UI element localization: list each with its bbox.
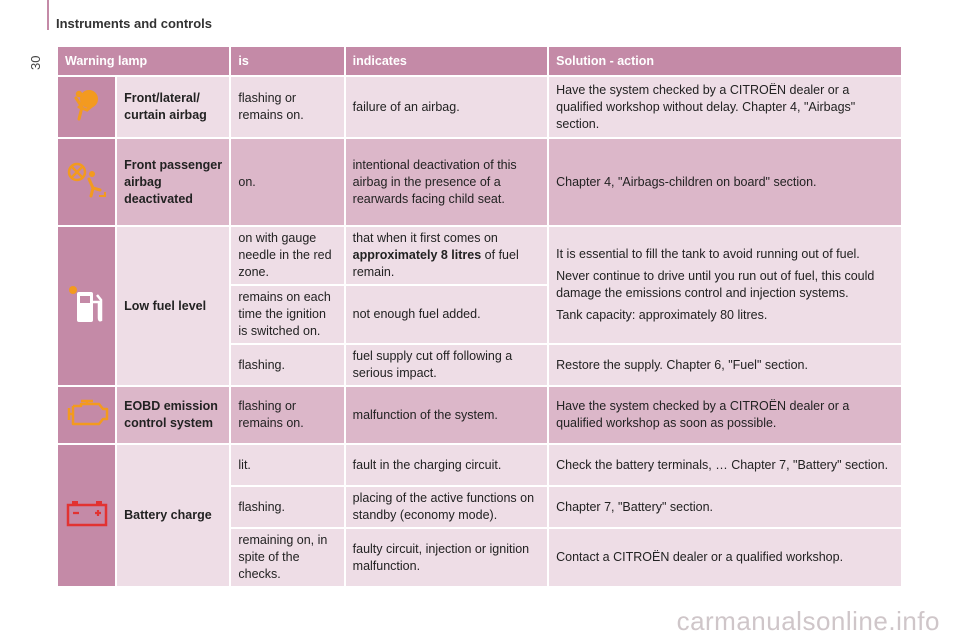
battery-icon-cell — [58, 445, 115, 586]
fuel-solution-line-1: It is essential to fill the tank to avoid running out of fuel. — [556, 247, 860, 261]
cell-solution-fuel-1 — [549, 227, 901, 343]
column-header-is: is — [231, 47, 343, 75]
airbag-icon-cell — [58, 77, 115, 137]
engine-icon-cell — [58, 387, 115, 443]
section-title: Instruments and controls — [56, 16, 213, 31]
cell-indicates-fuel-2: not enough fuel added. — [346, 286, 547, 343]
battery-icon — [64, 497, 110, 529]
fuel-ind-post: of fuel remain. — [352, 248, 519, 279]
lamp-name-fuel: Low fuel level — [117, 227, 229, 385]
airbag-icon — [67, 85, 107, 125]
cell-indicates-battery-3: faulty circuit, injection or ignition malfunction. — [346, 529, 547, 586]
cell-is-battery-3: remaining on, in spite of the checks. — [231, 529, 343, 586]
table-row-eobd — [58, 387, 901, 443]
fuel-icon-cell — [58, 227, 115, 385]
cell-is-passenger-airbag: on. — [231, 139, 343, 225]
watermark: carmanualsonline.info — [676, 606, 940, 636]
cell-indicates-airbag: failure of an airbag. — [346, 77, 547, 137]
cell-is-fuel-2: remains on each time the ignition is switched on. — [231, 286, 343, 343]
cell-indicates-eobd: malfunction of the system. — [346, 387, 547, 443]
side-accent-bar — [47, 0, 49, 30]
cell-indicates-battery-1: fault in the charging circuit. — [346, 445, 547, 485]
fuel-pump-icon — [65, 280, 109, 328]
cell-solution-battery-1: Check the battery terminals, … Chapter 7, "Battery" section. — [549, 445, 901, 485]
cell-indicates-passenger-airbag: intentional deactivation of this airbag in the presence of a rearwards facing child seat. — [346, 139, 547, 225]
column-header-indicates: indicates — [346, 47, 547, 75]
engine-icon — [63, 396, 111, 430]
lamp-name-battery: Battery charge — [117, 445, 229, 586]
lamp-name-eobd: EOBD emission control system — [117, 387, 229, 443]
table-row-fuel-1 — [58, 227, 901, 284]
passenger-airbag-off-icon — [65, 158, 109, 202]
table-row-airbag — [58, 77, 901, 137]
cell-solution-airbag: Have the system checked by a CITROËN dealer or a qualified workshop without delay. Chapter 4, "Airbags" section. — [549, 77, 901, 137]
lamp-name-airbag: Front/lateral/ curtain airbag — [117, 77, 229, 137]
cell-is-eobd: flashing or remains on. — [231, 387, 343, 443]
cell-indicates-battery-2: placing of the active functions on standby (economy mode). — [346, 487, 547, 527]
column-header-solution: Solution - action — [549, 47, 901, 75]
cell-solution-eobd: Have the system checked by a CITROËN dealer or a qualified workshop as soon as possible. — [549, 387, 901, 443]
table-row-passenger-airbag — [58, 139, 901, 225]
cell-is-battery-1: lit. — [231, 445, 343, 485]
fuel-solution-line-3: Tank capacity: approximately 80 litres. — [556, 308, 768, 322]
cell-solution-battery-3: Contact a CITROËN dealer or a qualified workshop. — [549, 529, 901, 586]
cell-solution-fuel-3: Restore the supply. Chapter 6, "Fuel" section. — [549, 345, 901, 385]
fuel-ind-pre: that when it first comes on — [352, 231, 498, 245]
cell-is-airbag: flashing or remains on. — [231, 77, 343, 137]
fuel-solution-line-2: Never continue to drive until you run out of fuel, this could damage the emissions control and injection systems. — [556, 269, 875, 300]
table-header-row — [58, 47, 901, 75]
cell-indicates-fuel-1 — [346, 227, 547, 284]
cell-indicates-fuel-3: fuel supply cut off following a serious impact. — [346, 345, 547, 385]
warning-lamp-table — [56, 45, 903, 588]
column-header-warning-lamp: Warning lamp — [58, 47, 229, 75]
passenger-airbag-icon-cell — [58, 139, 115, 225]
cell-is-battery-2: flashing. — [231, 487, 343, 527]
cell-solution-battery-2: Chapter 7, "Battery" section. — [549, 487, 901, 527]
cell-solution-passenger-airbag: Chapter 4, "Airbags-children on board" section. — [549, 139, 901, 225]
cell-is-fuel-1: on with gauge needle in the red zone. — [231, 227, 343, 284]
fuel-ind-bold: approximately 8 litres — [352, 248, 482, 262]
page-number: 30 — [28, 55, 43, 70]
table-row-battery-1 — [58, 445, 901, 485]
lamp-name-passenger-airbag: Front passenger airbag deactivated — [117, 139, 229, 225]
cell-is-fuel-3: flashing. — [231, 345, 343, 385]
